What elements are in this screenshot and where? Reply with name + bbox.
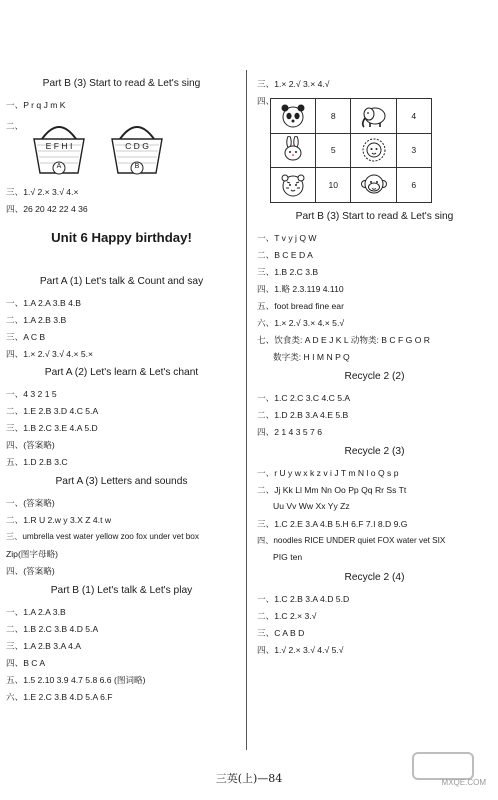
table-cell: 10	[316, 168, 351, 203]
answer-line: 三、1.C 2.E 3.A 4.B 5.H 6.F 7.I 8.D 9.G	[257, 519, 408, 529]
answer-line: 二、1.E 2.B 3.D 4.C 5.A	[6, 406, 99, 416]
page-footer: 三英(上)—84	[215, 772, 283, 785]
answer-line: 一、1.A 2.A 3.B 4.B	[6, 298, 81, 308]
basket-a-illustration	[28, 117, 90, 179]
answer-line: 四、26 20 42 22 4 36	[6, 204, 88, 214]
answer-line: 二、B C E D A	[257, 250, 313, 260]
answer-line: 一、r U y w x k z v i J T m N l o Q s p	[257, 468, 399, 478]
answer-line: 三、1.A 2.B 3.A 4.A	[6, 641, 81, 651]
answer-line: 四、1.× 2.√ 3.√ 4.× 5.×	[6, 349, 94, 359]
answer-line: 四、(答案略)	[6, 566, 55, 576]
answer-line: 四、noodles RICE UNDER quiet FOX water vet SIX	[257, 536, 446, 545]
table-row	[271, 99, 432, 134]
table-cell: 6	[396, 168, 431, 203]
heading-recycle-2-3: Recycle 2 (3)	[344, 446, 405, 457]
answer-line: 四、B C A	[6, 658, 46, 668]
answer-line: 三、1.√ 2.× 3.√ 4.×	[6, 187, 79, 197]
answer-line: 一、P r q J m K	[6, 100, 66, 110]
answer-line: 四、(答案略)	[6, 440, 55, 450]
answer-line: 三、1.× 2.√ 3.× 4.√	[257, 79, 330, 89]
answer-line: 二、1.C 2.× 3.√	[257, 611, 317, 621]
elephant-icon	[351, 99, 396, 134]
heading-part-b3-right: Part B (3) Start to read & Let's sing	[295, 211, 454, 222]
answer-line: 四、2 1 4 3 5 7 6	[257, 427, 322, 437]
answer-line: 四、	[257, 96, 275, 106]
answer-line: 二、Jj Kk Ll Mm Nn Oo Pp Qq Rr Ss Tt	[257, 485, 407, 495]
heading-part-a3: Part A (3) Letters and sounds	[55, 476, 188, 487]
answer-line: 一、T v y j Q W	[257, 233, 317, 243]
answer-line: 二、1.A 2.B 3.B	[6, 315, 67, 325]
heading-part-a2: Part A (2) Let's learn & Let's chant	[44, 367, 199, 378]
answer-line: 三、umbrella vest water yellow zoo fox under vet box	[6, 532, 199, 541]
answer-line: 三、A C B	[6, 332, 46, 342]
answer-line: 二、	[6, 121, 24, 131]
answer-line: 四、1.√ 2.× 3.√ 4.√ 5.√	[257, 645, 344, 655]
watermark-box	[412, 752, 474, 780]
basket-b-letters: C D G	[125, 141, 149, 151]
answer-line: 二、1.B 2.C 3.B 4.D 5.A	[6, 624, 99, 634]
watermark-logo	[402, 748, 492, 794]
table-row	[271, 168, 432, 203]
answer-line: 一、1.A 2.A 3.B	[6, 607, 66, 617]
table-cell: 4	[396, 99, 431, 134]
answer-line: 三、1.B 2.C 3.B	[257, 267, 319, 277]
answer-line: 一、(答案略)	[6, 498, 55, 508]
panda-icon	[271, 99, 316, 134]
heading-part-a1: Part A (1) Let's talk & Count and say	[39, 276, 204, 287]
answer-line: 二、1.R U 2.w y 3.X Z 4.t w	[6, 515, 112, 525]
column-divider	[246, 70, 247, 750]
answer-line: 六、1.E 2.C 3.B 4.D 5.A 6.F	[6, 692, 113, 702]
basket-a-letters: E F H I	[45, 141, 73, 151]
answer-line: 一、1.C 2.C 3.C 4.C 5.A	[257, 393, 351, 403]
answer-line: 六、1.× 2.√ 3.× 4.× 5.√	[257, 318, 345, 328]
table-row	[271, 133, 432, 168]
tiger-icon	[271, 168, 316, 203]
answer-line: 一、4 3 2 1 5	[6, 389, 57, 399]
lion-icon	[351, 133, 396, 168]
table-cell: 5	[316, 133, 351, 168]
basket-a-label: A	[56, 163, 62, 170]
basket-b-label: B	[134, 163, 140, 170]
heading-part-b3: Part B (3) Start to read & Let's sing	[42, 78, 201, 89]
basket-b-illustration	[106, 117, 168, 179]
answer-line: 五、foot bread fine ear	[257, 301, 344, 311]
answer-line: 五、1.5 2.10 3.9 4.7 5.8 6.6 (图词略)	[6, 675, 146, 685]
answer-line: 五、1.D 2.B 3.C	[6, 457, 68, 467]
table-cell: 3	[396, 133, 431, 168]
answer-line: 三、1.B 2.C 3.E 4.A 5.D	[6, 423, 98, 433]
answer-line: 四、1.略 2.3.119 4.110	[257, 284, 344, 294]
watermark-text: MXQE.COM	[441, 778, 486, 787]
answer-line: Zip(图字母略)	[6, 549, 59, 559]
heading-part-b1: Part B (1) Let's talk & Let's play	[50, 585, 193, 596]
rabbit-icon	[271, 133, 316, 168]
answer-line: 一、1.C 2.B 3.A 4.D 5.D	[257, 594, 350, 604]
unit-title: Unit 6 Happy birthday!	[51, 230, 192, 245]
answer-line: 三、C A B D	[257, 628, 305, 638]
answer-line: PIG ten	[273, 552, 303, 562]
animal-count-table	[270, 98, 432, 203]
answer-line: 七、饮食类: A D E J K L 动物类: B C F G O R	[257, 335, 431, 345]
answer-line: Uu Vv Ww Xx Yy Zz	[273, 501, 350, 511]
heading-recycle-2-4: Recycle 2 (4)	[344, 572, 405, 583]
answer-line: 数字类: H I M N P Q	[273, 352, 350, 362]
monkey-icon	[351, 168, 396, 203]
answer-line: 二、1.D 2.B 3.A 4.E 5.B	[257, 410, 349, 420]
heading-recycle-2-2: Recycle 2 (2)	[344, 371, 405, 382]
table-cell: 8	[316, 99, 351, 134]
